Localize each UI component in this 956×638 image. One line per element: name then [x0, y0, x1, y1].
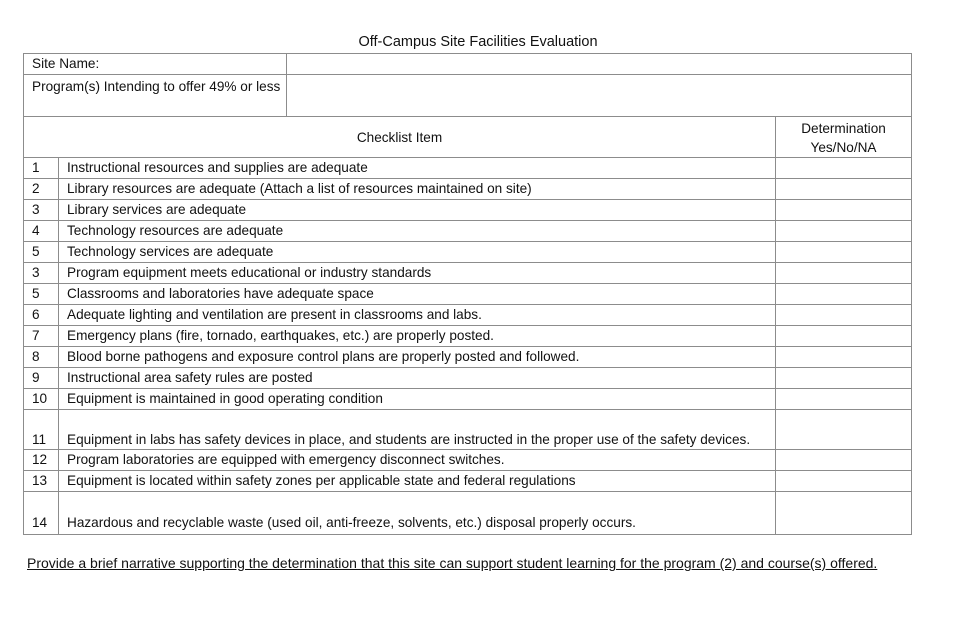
- row-number: 11: [24, 410, 59, 450]
- checklist-row: [24, 158, 912, 179]
- checklist-row: [24, 305, 912, 326]
- row-number: 12: [24, 450, 59, 471]
- checklist-item-text: Equipment is located within safety zones per applicable state and federal regulations: [59, 471, 776, 492]
- row-number: 3: [24, 263, 59, 284]
- row-number: 14: [24, 492, 59, 535]
- row-number: 3: [24, 200, 59, 221]
- checklist-row: [24, 200, 912, 221]
- checklist-item-text: Emergency plans (fire, tornado, earthquakes, etc.) are properly posted.: [59, 326, 776, 347]
- determination-cell[interactable]: [776, 471, 912, 492]
- checklist-item-text: Instructional resources and supplies are adequate: [59, 158, 776, 179]
- determination-cell[interactable]: [776, 158, 912, 179]
- determination-cell[interactable]: [776, 263, 912, 284]
- checklist-row: [24, 179, 912, 200]
- row-number: 9: [24, 368, 59, 389]
- checklist-item-text: Equipment is maintained in good operating condition: [59, 389, 776, 410]
- determination-cell[interactable]: [776, 242, 912, 263]
- determination-cell[interactable]: [776, 389, 912, 410]
- row-number: 4: [24, 221, 59, 242]
- checklist-header-row: [24, 117, 912, 158]
- checklist-row: [24, 242, 912, 263]
- determination-header-line1: Determination: [801, 121, 886, 136]
- checklist-item-text: Technology resources are adequate: [59, 221, 776, 242]
- determination-cell[interactable]: [776, 305, 912, 326]
- checklist-item-text: Instructional area safety rules are posted: [59, 368, 776, 389]
- site-name-row: [24, 54, 912, 75]
- checklist-row: [24, 263, 912, 284]
- checklist-row: [24, 347, 912, 368]
- determination-cell[interactable]: [776, 221, 912, 242]
- determination-cell[interactable]: [776, 368, 912, 389]
- checklist-row: [24, 389, 912, 410]
- checklist-row: [24, 471, 912, 492]
- checklist-row: [24, 221, 912, 242]
- determination-cell[interactable]: [776, 347, 912, 368]
- checklist-item-text: Blood borne pathogens and exposure control plans are properly posted and followed.: [59, 347, 776, 368]
- checklist-row: [24, 410, 912, 450]
- determination-cell[interactable]: [776, 410, 912, 450]
- checklist-row: [24, 450, 912, 471]
- checklist-item-text: Classrooms and laboratories have adequate space: [59, 284, 776, 305]
- checklist-row: [24, 326, 912, 347]
- determination-cell[interactable]: [776, 284, 912, 305]
- site-name-field[interactable]: [287, 54, 911, 74]
- form-title: Off-Campus Site Facilities Evaluation: [358, 34, 598, 50]
- evaluation-table: [23, 53, 912, 535]
- row-number: 8: [24, 347, 59, 368]
- checklist-item-text: Technology services are adequate: [59, 242, 776, 263]
- site-name-label: Site Name:: [24, 54, 287, 74]
- site-name-cell: [24, 54, 912, 75]
- determination-header: [776, 117, 912, 158]
- checklist-row: [24, 492, 912, 535]
- narrative-prompt: Provide a brief narrative supporting the determination that this site can support student learning for the program (2) and course(s) offered.: [27, 555, 878, 571]
- checklist-item-text: Adequate lighting and ventilation are present in classrooms and labs.: [59, 305, 776, 326]
- determination-cell[interactable]: [776, 492, 912, 535]
- checklist-item-text: Library resources are adequate (Attach a list of resources maintained on site): [59, 179, 776, 200]
- row-number: 13: [24, 471, 59, 492]
- checklist-item-header: Checklist Item: [24, 117, 776, 158]
- determination-cell[interactable]: [776, 179, 912, 200]
- checklist-item-text: Program laboratories are equipped with emergency disconnect switches.: [59, 450, 776, 471]
- row-number: 6: [24, 305, 59, 326]
- program-label: Program(s) Intending to offer 49% or less: [24, 75, 287, 116]
- row-number: 5: [24, 242, 59, 263]
- checklist-item-text: Hazardous and recyclable waste (used oil, anti-freeze, solvents, etc.) disposal properly occurs.: [59, 492, 776, 535]
- determination-cell[interactable]: [776, 450, 912, 471]
- program-field[interactable]: [287, 75, 911, 116]
- determination-cell[interactable]: [776, 200, 912, 221]
- checklist-item-text: Library services are adequate: [59, 200, 776, 221]
- row-number: 1: [24, 158, 59, 179]
- row-number: 5: [24, 284, 59, 305]
- checklist-item-text: Program equipment meets educational or industry standards: [59, 263, 776, 284]
- determination-cell[interactable]: [776, 326, 912, 347]
- row-number: 2: [24, 179, 59, 200]
- program-cell: [24, 75, 912, 117]
- row-number: 10: [24, 389, 59, 410]
- row-number: 7: [24, 326, 59, 347]
- checklist-row: [24, 284, 912, 305]
- program-row: [24, 75, 912, 117]
- checklist-row: [24, 368, 912, 389]
- determination-header-line2: Yes/No/NA: [810, 140, 877, 155]
- checklist-item-text: Equipment in labs has safety devices in place, and students are instructed in the proper use of the safety devices.: [59, 410, 776, 450]
